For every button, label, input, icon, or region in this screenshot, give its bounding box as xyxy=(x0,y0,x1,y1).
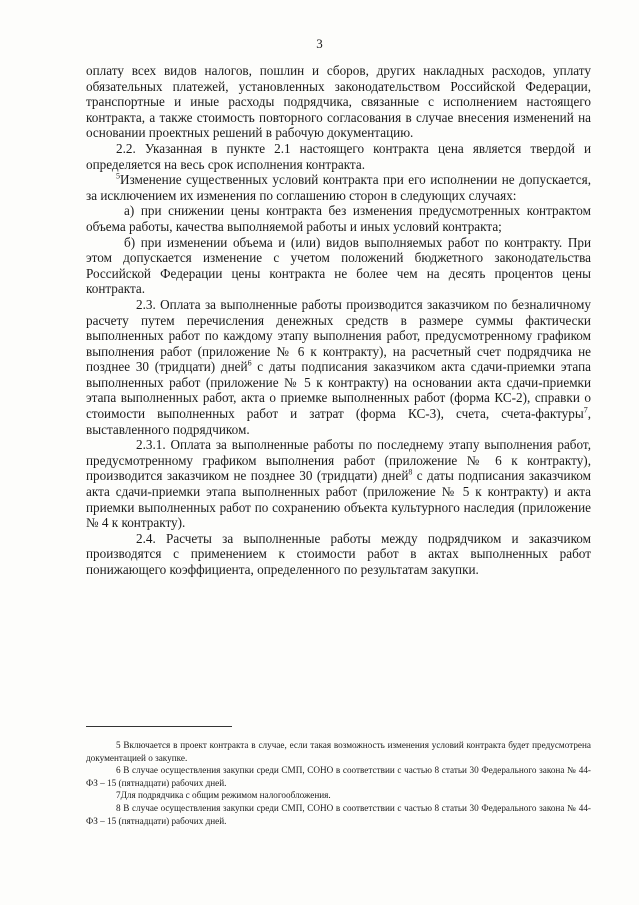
footnote-ref-6: 6 xyxy=(247,358,252,368)
paragraph-2-3 xyxy=(86,297,591,437)
paragraph-2-2: 2.2. Указанная в пункте 2.1 настоящего контракта цена является твердой и определяется на весь срок исполнения контракта. xyxy=(86,140,591,172)
paragraph-2-3-1-text-b: с даты подписания заказчиком акта сдачи-приемки этапа выполненных работ (приложение № 5 к контракту) и акта приемки выполненных работ по сохранению объекта культурного наследия (приложение № 4 к контракту). xyxy=(86,468,591,531)
document-body xyxy=(86,63,591,578)
paragraph-2-4: 2.4. Расчеты за выполненные работы между подрядчиком и заказчиком производятся с применением к стоимости работ в актах выполненных работ понижающего коэффициента, определенного по результатам закупки. xyxy=(86,530,591,577)
paragraph-item-b: б) при изменении объема и (или) видов выполняемых работ по контракту. При этом допускается изменение с учетом положений бюджетного законодательства Российской Федерации цены контракта не более чем на десять процентов цены контракта. xyxy=(86,234,591,297)
paragraph-2-3-text-a: 2.3. Оплата за выполненные работы производится заказчиком по безналичному расчету путем перечисления денежных средств в размере суммы фактически выполненных работ по каждому этапу выполнения работ, предусмотренному графиком выполнения работ (приложение № 6 к контракту), на расчетный счет подрядчика не позднее 30 (тридцати) дней xyxy=(86,296,591,375)
footnote-ref-5: 5 xyxy=(116,171,120,181)
paragraph-2-3-text-c: , выставленного подрядчиком. xyxy=(86,406,591,437)
paragraph-2-3-1 xyxy=(86,437,591,531)
footnote-separator xyxy=(86,726,232,727)
paragraph-2-3-text-b: с даты подписания заказчиком акта сдачи-приемки этапа выполненных работ (приложение № 5 к контракту) на основании акта сдачи-приемки этапа выполненных работ, акта о приемке выполненных работ (форма КС-2), справки о стоимости выполненных работ и затрат (форма КС-3), счета, счета-фактуры xyxy=(86,359,591,422)
paragraph-2-3-1-text-a: 2.3.1. Оплата за выполненные работы по последнему этапу выполнения работ, предусмотренному графиком выполнения работ (приложение № 6 к контракту), производится заказчиком не позднее 30 (тридцати) дней xyxy=(86,437,591,484)
footnotes xyxy=(86,739,591,827)
paragraph-item-a: а) при снижении цены контракта без изменения предусмотренных контрактом объема работы, качества выполняемой работы и иных условий контракта; xyxy=(86,203,591,234)
paragraph-changes xyxy=(86,172,591,203)
page-number: 3 xyxy=(316,36,323,51)
paragraph-changes-text: Изменение существенных условий контракта при его исполнении не допускается, за исключением их изменения по соглашению сторон в следующих случаях: xyxy=(86,172,591,203)
footnote-ref-8: 8 xyxy=(408,468,413,478)
footnote-8: 8 В случае осуществления закупки среди СМП, СОНО в соответствии с частью 8 статьи 30 Федерального закона № 44-ФЗ – 15 (пятнадцати) рабочих дней. xyxy=(86,802,591,826)
footnote-ref-7: 7 xyxy=(583,405,588,415)
paragraph-2-1-continuation: оплату всех видов налогов, пошлин и сборов, других накладных расходов, уплату обязательных платежей, установленных законодательством Российской Федерации, транспортные и иные расходы подрядчика, связанные с исполнением настоящего контракта, а также стоимость повторного согласования в случае внесения изменений на основании проектных решений в рабочую документацию. xyxy=(86,63,591,141)
footnote-6: 6 В случае осуществления закупки среди СМП, СОНО в соответствии с частью 8 статьи 30 Федерального закона № 44-ФЗ – 15 (пятнадцати) рабочих дней. xyxy=(86,765,591,788)
footnote-5: 5 Включается в проект контракта в случае, если такая возможность изменения условий контракта будет предусмотрена документацией о закупке. xyxy=(86,740,591,763)
footnote-7: 7Для подрядчика с общим режимом налогообложения. xyxy=(116,790,331,801)
